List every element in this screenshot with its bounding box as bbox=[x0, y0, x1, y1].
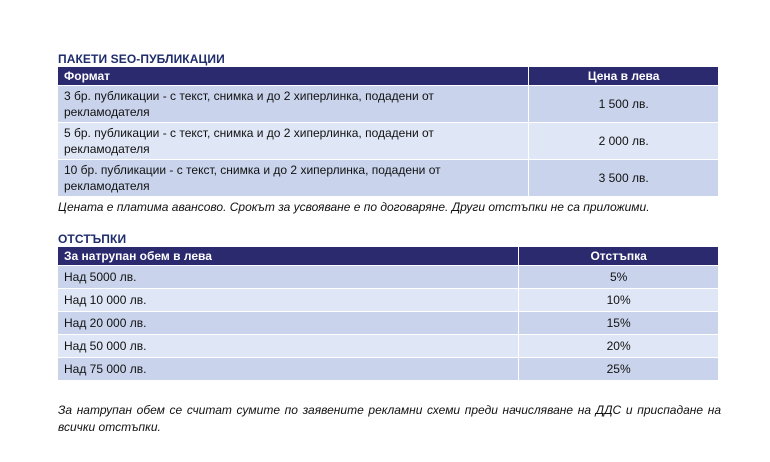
package-price-cell: 3 500 лв. bbox=[529, 160, 719, 197]
volume-cell: Над 75 000 лв. bbox=[58, 358, 519, 381]
package-format-cell: 5 бр. публикации - с текст, снимка и до 2 хиперлинка, подадени от рекламодателя bbox=[58, 123, 529, 160]
package-price-cell: 1 500 лв. bbox=[529, 86, 719, 123]
table-row bbox=[58, 358, 719, 381]
discounts-table bbox=[57, 246, 719, 381]
discounts-note: За натрупан обем се считат сумите по заявените рекламни схеми преди начисляване на ДДС и приспадане на всички отстъпки. bbox=[58, 403, 721, 434]
discount-cell: 25% bbox=[519, 358, 719, 381]
table-row bbox=[58, 312, 719, 335]
package-format-cell: 3 бр. публикации - с текст, снимка и до 2 хиперлинка, подадени от рекламодателя bbox=[58, 86, 529, 123]
discount-cell: 15% bbox=[519, 312, 719, 335]
packages-table bbox=[57, 66, 719, 197]
package-price-cell: 2 000 лв. bbox=[529, 123, 719, 160]
discounts-header-row bbox=[58, 247, 719, 266]
table-row bbox=[58, 160, 719, 197]
packages-header-row bbox=[58, 67, 719, 86]
volume-cell: Над 20 000 лв. bbox=[58, 312, 519, 335]
table-row bbox=[58, 266, 719, 289]
price-column-header: Цена в лева bbox=[529, 67, 719, 86]
discounts-section-title: ОТСТЪПКИ bbox=[58, 232, 127, 246]
volume-column-header: За натрупан обем в лева bbox=[58, 247, 519, 266]
discount-cell: 10% bbox=[519, 289, 719, 312]
package-format-cell: 10 бр. публикации - с текст, снимка и до 2 хиперлинка, подадени от рекламодателя bbox=[58, 160, 529, 197]
packages-note: Цената е платима авансово. Срокът за усвояване е по договаряне. Други отстъпки не са приложими. bbox=[58, 200, 650, 214]
table-row bbox=[58, 86, 719, 123]
table-row bbox=[58, 123, 719, 160]
format-column-header: Формат bbox=[58, 67, 529, 86]
packages-section-title: ПАКЕТИ SEO-ПУБЛИКАЦИИ bbox=[58, 52, 225, 66]
volume-cell: Над 5000 лв. bbox=[58, 266, 519, 289]
discount-cell: 20% bbox=[519, 335, 719, 358]
discount-column-header: Отстъпка bbox=[519, 247, 719, 266]
discount-cell: 5% bbox=[519, 266, 719, 289]
table-row bbox=[58, 335, 719, 358]
volume-cell: Над 10 000 лв. bbox=[58, 289, 519, 312]
table-row bbox=[58, 289, 719, 312]
volume-cell: Над 50 000 лв. bbox=[58, 335, 519, 358]
